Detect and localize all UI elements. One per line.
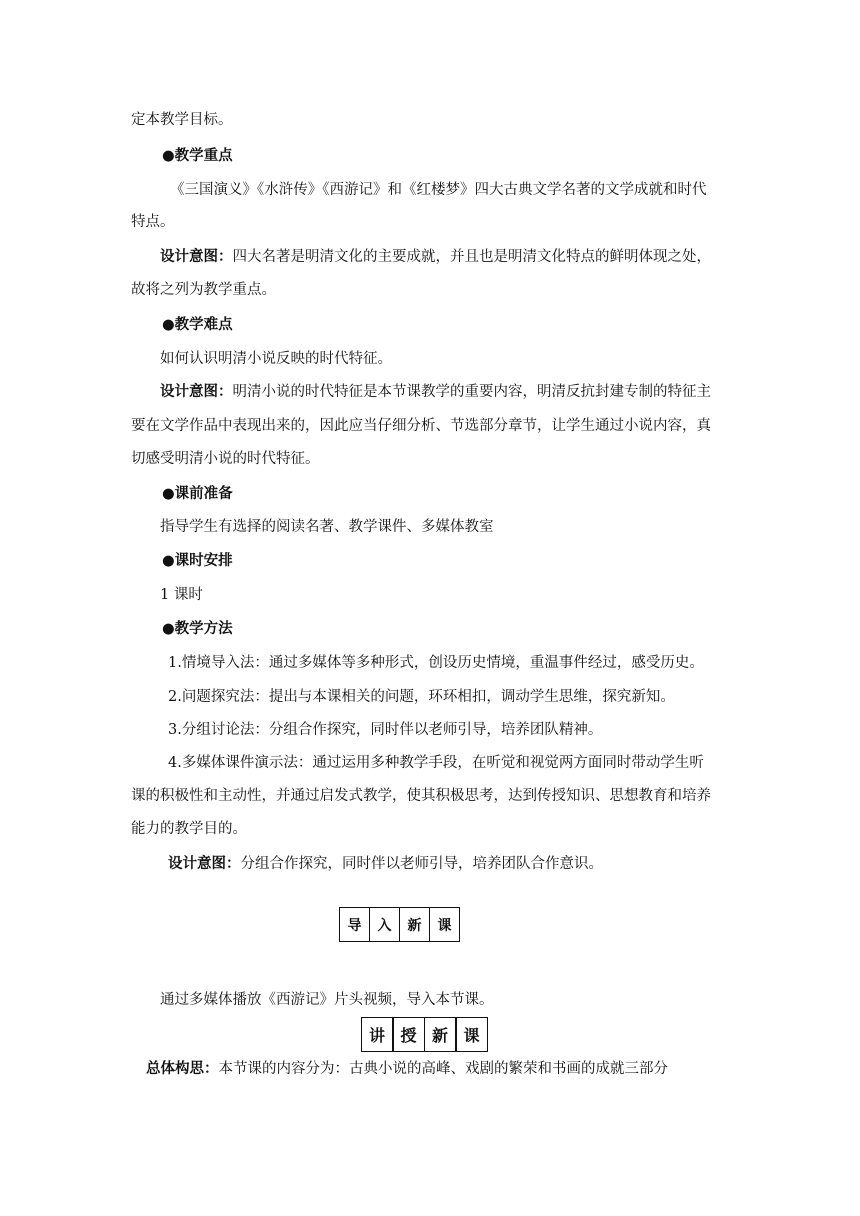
preparation-text: 指导学生有选择的阅读名著、教学课件、多媒体教室 bbox=[160, 519, 494, 535]
design-intent-text: 四大名著是明清文化的主要成就，并且也是明清文化特点的鲜明体现之处， bbox=[232, 249, 711, 265]
schedule-heading: ●课时安排 bbox=[162, 553, 233, 569]
design-intent-text: 分组合作探究，同时伴以老师引导，培养团队合作意识。 bbox=[240, 856, 603, 872]
methods-heading: ●教学方法 bbox=[162, 621, 233, 637]
difficulties-text: 如何认识明清小说反映的时代特征。 bbox=[160, 351, 392, 367]
key-points-design-line2: 故将之列为教学重点。 bbox=[131, 282, 276, 298]
method-item-4-line1: 4.多媒体课件演示法：通过运用多种教学手段，在听觉和视觉两方面同时带动学生听 bbox=[168, 755, 704, 771]
section-title-char: 导 bbox=[339, 907, 370, 942]
method-item-2: 2.问题探究法：提出与本课相关的问题，环环相扣，调动学生思维，探究新知。 bbox=[168, 689, 675, 705]
overall-idea-line bbox=[146, 1059, 668, 1079]
key-points-design-line1 bbox=[160, 247, 711, 267]
preparation-heading: ●课前准备 bbox=[162, 486, 233, 502]
section-title-char: 新 bbox=[424, 1017, 457, 1052]
design-intent-label: 设计意图： bbox=[160, 249, 233, 265]
design-intent-text: 明清小说的时代特征是本节课教学的重要内容，明清反抗封建专制的特征主 bbox=[232, 384, 711, 400]
difficulties-design-line1 bbox=[160, 382, 711, 402]
key-points-text-line2: 特点。 bbox=[131, 214, 175, 230]
method-item-4-line2: 课的积极性和主动性，并通过启发式教学，使其积极思考，达到传授知识、思想教育和培养 bbox=[131, 788, 711, 804]
method-item-4-line3: 能力的教学目的。 bbox=[131, 821, 247, 837]
key-points-heading: ●教学重点 bbox=[162, 148, 233, 164]
overall-idea-text: 本节课的内容分为：古典小说的高峰、戏剧的繁荣和书画的成就三部分 bbox=[218, 1061, 668, 1077]
method-item-1: 1.情境导入法：通过多媒体等多种形式，创设历史情境，重温事件经过，感受历史。 bbox=[168, 655, 704, 671]
key-points-text-line1: 《三国演义》《水浒传》《西游记》和《红楼梦》四大古典文学名著的文学成就和时代 bbox=[170, 182, 707, 198]
section-title-char: 课 bbox=[455, 1017, 488, 1052]
method-item-3: 3.分组讨论法：分组合作探究，同时伴以老师引导，培养团队精神。 bbox=[168, 722, 603, 738]
intro-tail-text: 定本教学目标。 bbox=[131, 112, 233, 128]
section-title-intro bbox=[340, 907, 460, 942]
section-title-char: 课 bbox=[429, 907, 460, 942]
section-title-char: 授 bbox=[392, 1017, 425, 1052]
section-title-teach bbox=[362, 1017, 488, 1052]
intro-text: 通过多媒体播放《西游记》片头视频，导入本节课。 bbox=[160, 992, 494, 1008]
difficulties-design-line3: 切感受明清小说的时代特征。 bbox=[131, 451, 320, 467]
section-title-char: 新 bbox=[399, 907, 430, 942]
design-intent-label: 设计意图： bbox=[160, 384, 233, 400]
overall-idea-label: 总体构思： bbox=[146, 1061, 219, 1077]
section-title-char: 入 bbox=[369, 907, 400, 942]
methods-design-line bbox=[168, 854, 603, 874]
section-title-char: 讲 bbox=[361, 1017, 394, 1052]
difficulties-heading: ●教学难点 bbox=[162, 317, 233, 333]
schedule-text: 1 课时 bbox=[160, 587, 203, 603]
design-intent-label: 设计意图： bbox=[168, 856, 241, 872]
difficulties-design-line2: 要在文学作品中表现出来的，因此应当仔细分析、节选部分章节，让学生通过小说内容，真 bbox=[131, 418, 711, 434]
